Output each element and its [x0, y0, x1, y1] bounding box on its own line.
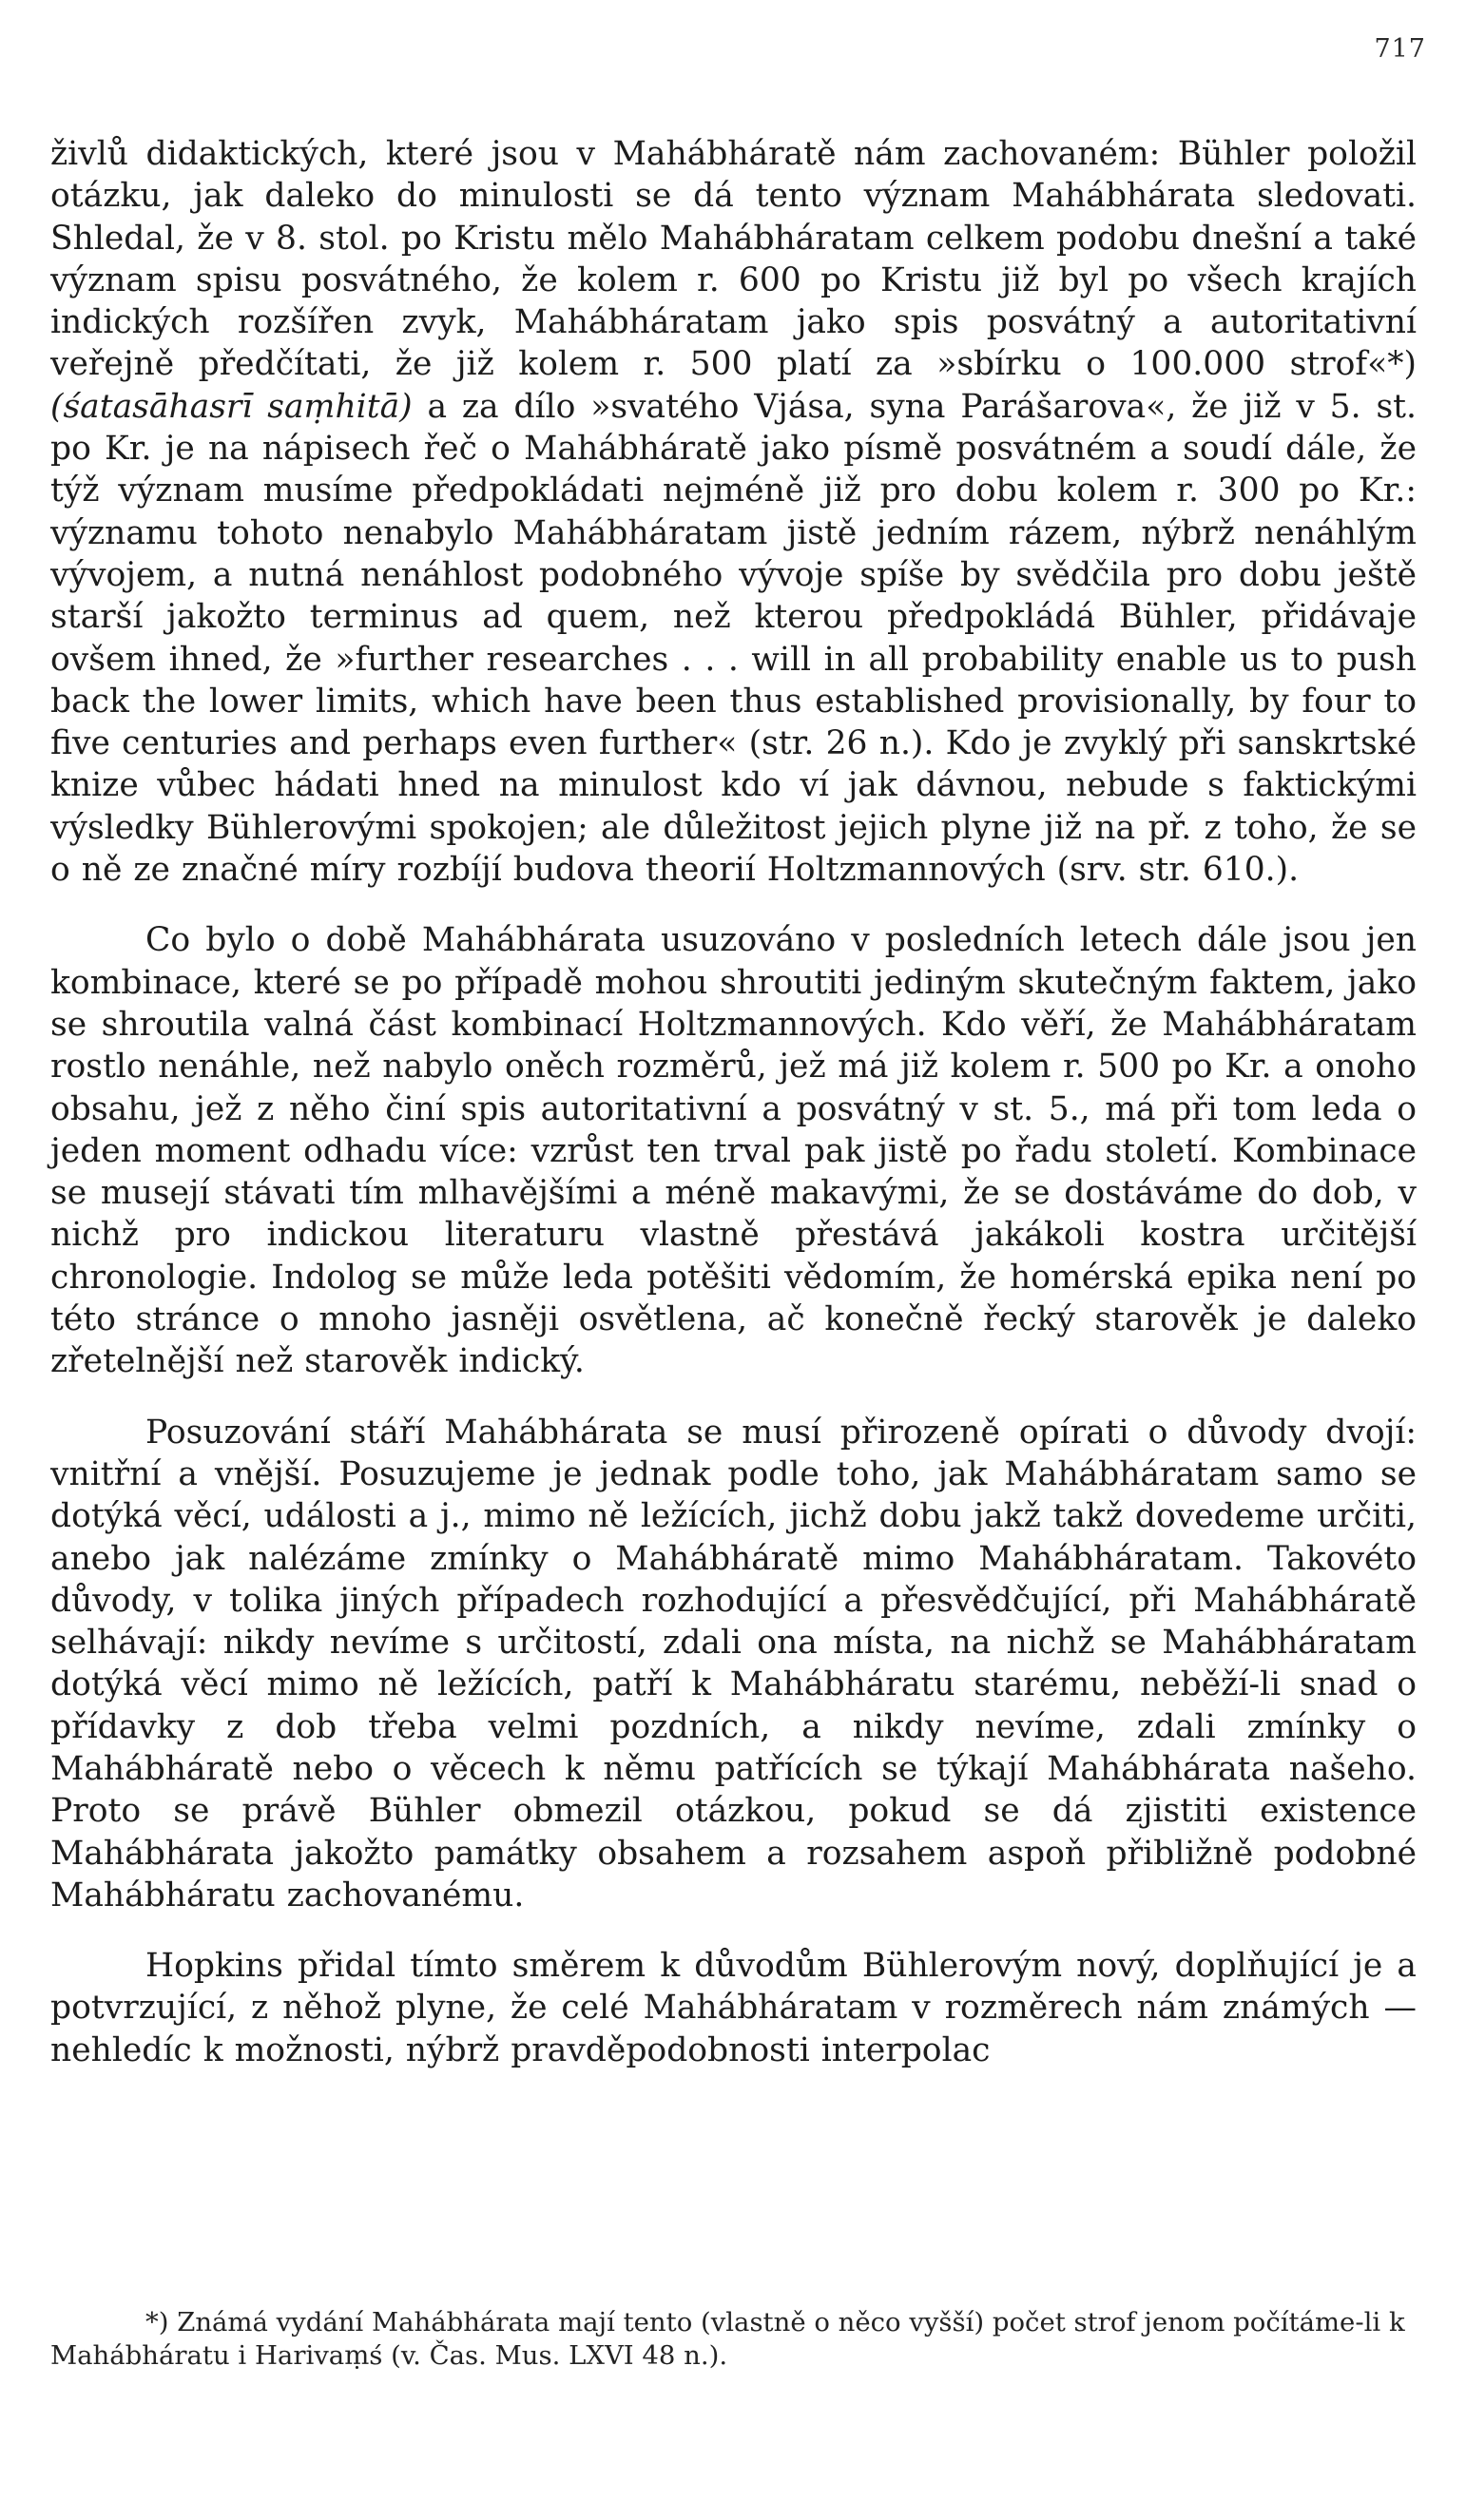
paragraph-1-text-b: a za dílo »svatého Vjása, syna Parášarova«, že již v 5. st. po Kr. je na nápisech řeč o Mahábháratě jako písmě posvátném a soudí dále, že týž význam musíme předpokládati nejméně již pro dobu kolem r. 300 po Kr.: významu tohoto nenabylo Mahábháratam jistě jedním rázem, nýbrž nenáhlým vývojem, a nutná nenáhlost podobného vývoje spíše by svědčila pro dobu ještě starší jakožto terminus ad quem, než kterou předpokládá Bühler, přidávaje ovšem ihned, že »further researches . . . will in all probability enable us to push back the lower limits, which have been thus established provisionally, by four to five centuries and perhaps even further« (str. 26 n.). Kdo je zvyklý při sanskrtské knize vůbec hádati hned na minulost kdo ví jak dávnou, nebude s faktickými výsledky Bühlerovými spokojen; ale důležitost jejich plyne již na př. z toho, že se o ně ze značné míry rozbíjí budova theorií Holtzmannových (srv. str. 610.).	[50, 387, 1417, 890]
paragraph-3: Posuzování stáří Mahábhárata se musí přirozeně opírati o důvody dvojí: vnitřní a vnější. Posuzujeme je jednak podle toho, jak Mahábháratam samo se dotýká věcí, události a j., mimo ně ležících, jichž dobu jakž takž dovedeme určiti, anebo jak nalézáme zmínky o Mahábháratě mimo Mahábháratam. Takovéto důvody, v tolika jiných případech rozhodující a přesvědčující, při Mahábháratě selhávají: nikdy nevíme s určitostí, zdali ona místa, na nichž se Mahábháratam dotýká věcí mimo ně ležících, patří k Mahábháratu starému, neběží-li snad o přídavky z dob třeba velmi pozdních, a nikdy nevíme, zdali zmínky o Mahábháratě nebo o věcech k němu patřících se týkají Mahábhárata našeho. Proto se právě Bühler obmezil otázkou, pokud se dá zjistiti existence Mahábhárata jakožto památky obsahem a rozsahem aspoň přibližně podobné Mahábháratu zachovanému.	[50, 1413, 1417, 1914]
paragraph-1	[50, 133, 1417, 891]
paragraph-4: Hopkins přidal tímto směrem k důvodům Bühlerovým nový, doplňující je a potvrzující, z něhož plyne, že celé Mahábháratam v rozměrech nám známých — nehledíc k možnosti, nýbrž pravděpodobnosti interpolac	[50, 1947, 1417, 2069]
paragraph-2: Co bylo o době Mahábhárata usuzováno v posledních letech dále jsou jen kombinace, které se po případě mohou shroutiti jediným skutečným faktem, jako se shroutila valná část kombinací Holtzmannových. Kdo věří, že Mahábháratam rostlo nenáhle, než nabylo oněch rozměrů, jež má již kolem r. 500 po Kr. a onoho obsahu, jež z něho činí spis autoritativní a posvátný v st. 5., má při tom leda o jeden moment odhadu více: vzrůst ten trval pak jistě po řadu století. Kombinace se musejí stávati tím mlhavějšími a méně makavými, že se dostáváme do dob, v nichž pro indickou literaturu vlastně přestává jakákoli kostra určitější chronologie. Indolog se může leda potěšiti vědomím, že homérská epika není po této stránce o mnoho jasněji osvětlena, ač konečně řecký starověk je daleko zřetelnější než starověk indický.	[50, 921, 1417, 1381]
footnote: *) Známá vydání Mahábhárata mají tento (vlastně o něco vyšší) počet strof jenom počítáme-li k Mahábháratu i Harivaṃś (v. Čas. Mus. LXVI 48 n.).	[50, 2307, 1405, 2371]
sanskrit-term: (śatasāhasrī saṃhitā)	[50, 387, 413, 426]
body-text	[50, 133, 1417, 2071]
page-number: 717	[1374, 34, 1426, 64]
paragraph-1-text-a: živlů didaktických, které jsou v Mahábháratě nám zachovaném: Bühler položil otázku, jak daleko do minulosti se dá tento význam Mahábhárata sledovati. Shledal, že v 8. stol. po Kristu mělo Mahábháratam celkem podobu dnešní a také význam spisu posvátného, že kolem r. 600 po Kristu již byl po všech krajích indických rozšířen zvyk, Mahábháratam jako spis posvátný a autoritativní veřejně předčítati, že již kolem r. 500 platí za »sbírku o 100.000 strof«*)	[50, 135, 1417, 384]
